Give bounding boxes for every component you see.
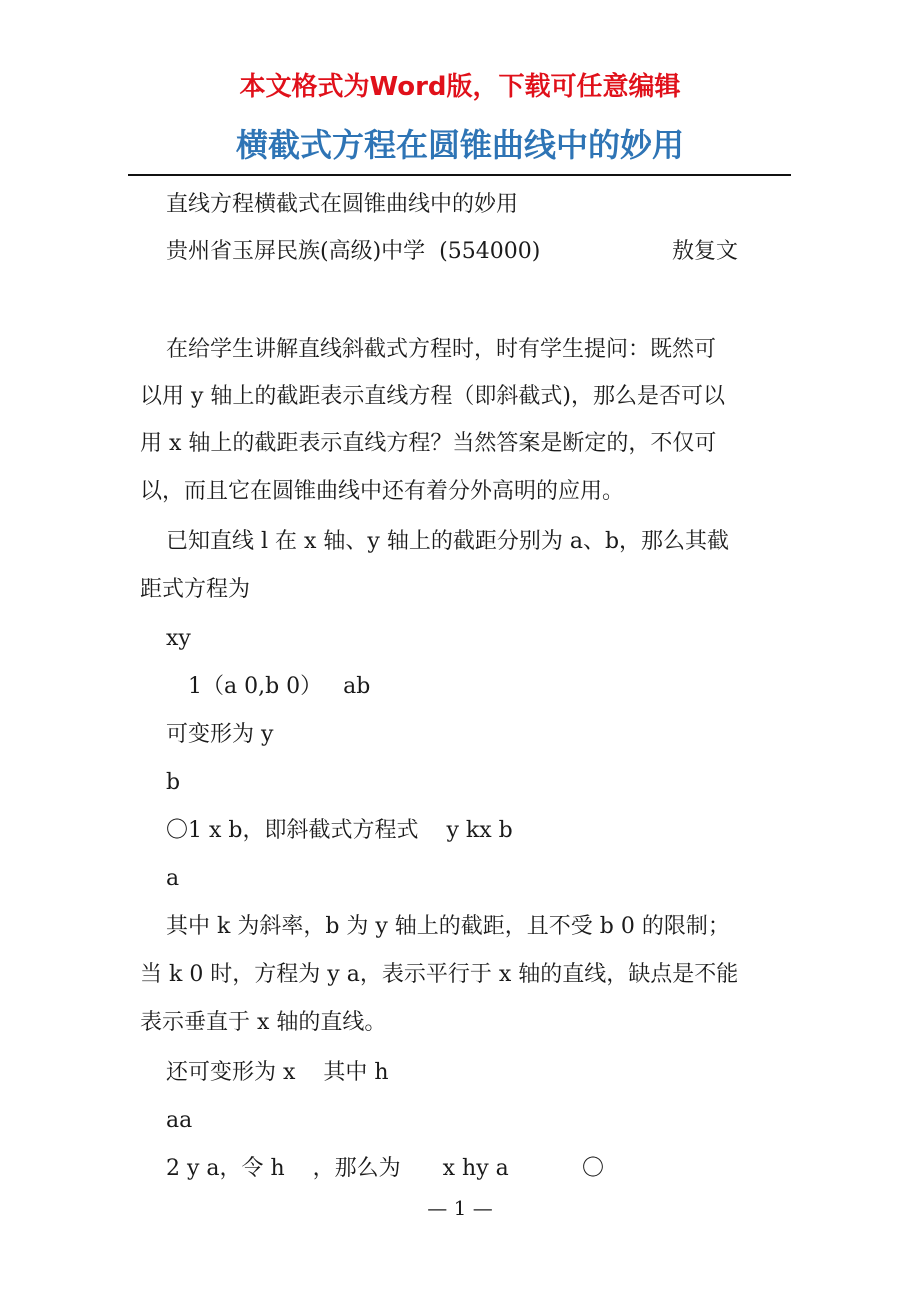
body-line: 可变形为 y [166,722,274,747]
header-divider [128,174,791,176]
formula-fragment: aa [166,1108,193,1133]
author-name: 敖复文 [672,239,739,264]
page-number: — 1 — [427,1196,493,1220]
formula-fragment: 1（a 0,b 0） ab [188,674,371,699]
formula-line: 2 y a，令 h ，那么为 x hy a [166,1156,509,1181]
download-notice: 本文格式为Word版，下载可任意编辑 [239,72,681,102]
page-title: 横截式方程在圆锥曲线中的妙用 [235,126,684,164]
author-affiliation: 贵州省玉屏民族(高级)中学 (554000) [166,239,541,264]
body-line: 在给学生讲解直线斜截式方程时，时有学生提问：既然可 [166,337,717,362]
body-line: 其中 k 为斜率，b 为 y 轴上的截距，且不受 b 0 的限制； [166,914,730,939]
body-line: 以，而且它在圆锥曲线中还有着分外高明的应用。 [140,479,625,504]
body-line: 以用 y 轴上的截距表示直线方程（即斜截式)，那么是否可以 [140,384,725,409]
formula-line: 〇1 x b，即斜截式方程式 y kx b [166,818,513,843]
formula-fragment: 〇 [582,1156,605,1181]
body-line: 已知直线 l 在 x 轴、y 轴上的截距分别为 a、b，那么其截 [166,529,730,554]
body-line: 当 k 0 时，方程为 y a，表示平行于 x 轴的直线，缺点是不能 [140,962,739,987]
formula-fragment: a [166,866,180,891]
body-line: 用 x 轴上的截距表示直线方程？当然答案是断定的，不仅可 [140,431,717,456]
body-line: 还可变形为 x 其中 h [166,1060,389,1085]
article-subtitle: 直线方程横截式在圆锥曲线中的妙用 [166,192,519,217]
body-line: 距式方程为 [140,577,251,602]
formula-fragment: b [166,770,181,795]
body-line: 表示垂直于 x 轴的直线。 [140,1010,387,1035]
formula-fragment: xy [166,626,191,651]
